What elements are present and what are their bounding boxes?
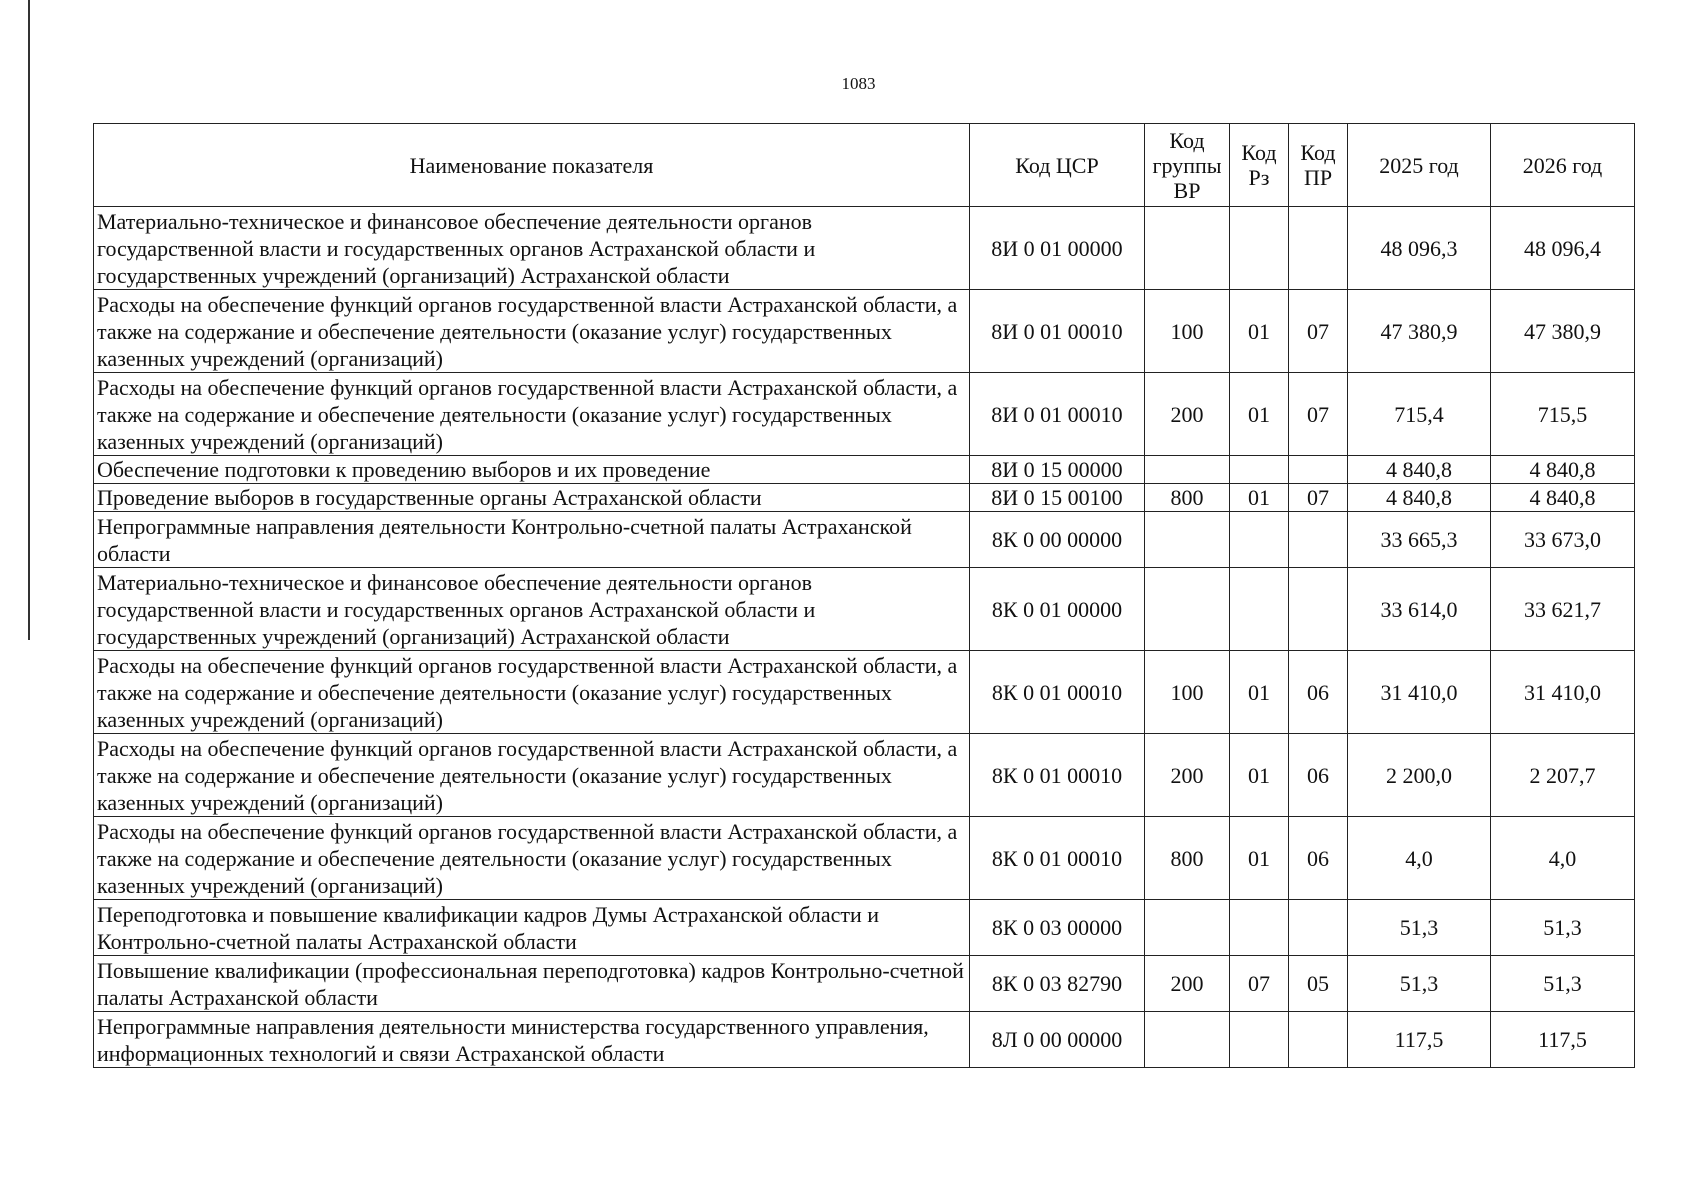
row-rz: 01 xyxy=(1230,817,1289,900)
table-row xyxy=(94,568,1635,651)
row-rz: 01 xyxy=(1230,734,1289,817)
header-pr: Код ПР xyxy=(1289,124,1348,207)
row-vr: 100 xyxy=(1145,651,1230,734)
row-pr: 07 xyxy=(1289,373,1348,456)
row-2026: 4 840,8 xyxy=(1491,484,1635,512)
header-vr: Код группы ВР xyxy=(1145,124,1230,207)
row-csr: 8К 0 01 00010 xyxy=(970,651,1145,734)
row-name: Расходы на обеспечение функций органов государственной власти Астраханской области, а также на содержание и обеспечение деятельности (оказание услуг) государственных казенных учреждений (организаций) xyxy=(94,651,970,734)
row-name: Непрограммные направления деятельности Контрольно-счетной палаты Астраханской области xyxy=(94,512,970,568)
row-2026: 33 673,0 xyxy=(1491,512,1635,568)
row-vr xyxy=(1145,568,1230,651)
row-csr: 8И 0 01 00010 xyxy=(970,290,1145,373)
row-vr xyxy=(1145,207,1230,290)
table-row xyxy=(94,207,1635,290)
row-rz: 01 xyxy=(1230,290,1289,373)
row-csr: 8И 0 01 00010 xyxy=(970,373,1145,456)
row-pr xyxy=(1289,568,1348,651)
row-2025: 4,0 xyxy=(1348,817,1491,900)
row-2025: 4 840,8 xyxy=(1348,484,1491,512)
row-2025: 2 200,0 xyxy=(1348,734,1491,817)
row-vr: 800 xyxy=(1145,817,1230,900)
row-pr xyxy=(1289,207,1348,290)
table-row xyxy=(94,651,1635,734)
row-name: Повышение квалификации (профессиональная переподготовка) кадров Контрольно-счетной палаты Астраханской области xyxy=(94,956,970,1012)
row-vr xyxy=(1145,900,1230,956)
row-vr xyxy=(1145,1012,1230,1068)
row-csr: 8К 0 01 00010 xyxy=(970,817,1145,900)
row-rz xyxy=(1230,512,1289,568)
table-row xyxy=(94,817,1635,900)
row-csr: 8К 0 00 00000 xyxy=(970,512,1145,568)
row-csr: 8К 0 01 00010 xyxy=(970,734,1145,817)
row-pr: 07 xyxy=(1289,290,1348,373)
row-2025: 33 665,3 xyxy=(1348,512,1491,568)
row-vr xyxy=(1145,512,1230,568)
row-2026: 4 840,8 xyxy=(1491,456,1635,484)
row-2026: 33 621,7 xyxy=(1491,568,1635,651)
table-row xyxy=(94,456,1635,484)
header-rz: Код Рз xyxy=(1230,124,1289,207)
row-rz xyxy=(1230,1012,1289,1068)
table-row xyxy=(94,290,1635,373)
row-rz xyxy=(1230,900,1289,956)
row-2025: 51,3 xyxy=(1348,900,1491,956)
row-rz xyxy=(1230,568,1289,651)
row-pr xyxy=(1289,900,1348,956)
table-row xyxy=(94,956,1635,1012)
row-pr: 05 xyxy=(1289,956,1348,1012)
row-pr xyxy=(1289,456,1348,484)
row-csr: 8И 0 01 00000 xyxy=(970,207,1145,290)
row-2026: 51,3 xyxy=(1491,956,1635,1012)
table-row xyxy=(94,512,1635,568)
row-name: Проведение выборов в государственные органы Астраханской области xyxy=(94,484,970,512)
row-vr: 200 xyxy=(1145,373,1230,456)
scan-edge-line xyxy=(28,0,30,640)
row-2025: 117,5 xyxy=(1348,1012,1491,1068)
row-2026: 48 096,4 xyxy=(1491,207,1635,290)
row-rz: 01 xyxy=(1230,651,1289,734)
row-name: Материально-техническое и финансовое обеспечение деятельности органов государственной власти и государственных органов Астраханской области и государственных учреждений (организаций) Астраханской области xyxy=(94,207,970,290)
row-csr: 8К 0 03 00000 xyxy=(970,900,1145,956)
table-row xyxy=(94,484,1635,512)
row-2025: 715,4 xyxy=(1348,373,1491,456)
row-2026: 31 410,0 xyxy=(1491,651,1635,734)
row-vr: 200 xyxy=(1145,956,1230,1012)
row-2025: 47 380,9 xyxy=(1348,290,1491,373)
row-vr xyxy=(1145,456,1230,484)
row-pr xyxy=(1289,512,1348,568)
row-rz: 01 xyxy=(1230,373,1289,456)
row-pr: 06 xyxy=(1289,651,1348,734)
row-name: Переподготовка и повышение квалификации кадров Думы Астраханской области и Контрольно-счетной палаты Астраханской области xyxy=(94,900,970,956)
row-pr: 06 xyxy=(1289,817,1348,900)
table-row xyxy=(94,734,1635,817)
table-row xyxy=(94,900,1635,956)
row-pr: 06 xyxy=(1289,734,1348,817)
page-number: 1083 xyxy=(841,74,876,93)
header-2025: 2025 год xyxy=(1348,124,1491,207)
row-rz: 01 xyxy=(1230,484,1289,512)
header-2026: 2026 год xyxy=(1491,124,1635,207)
table-header-row xyxy=(94,124,1635,207)
row-rz xyxy=(1230,207,1289,290)
row-2026: 117,5 xyxy=(1491,1012,1635,1068)
header-name: Наименование показателя xyxy=(94,124,970,207)
row-csr: 8И 0 15 00100 xyxy=(970,484,1145,512)
row-2025: 33 614,0 xyxy=(1348,568,1491,651)
row-2025: 48 096,3 xyxy=(1348,207,1491,290)
row-vr: 200 xyxy=(1145,734,1230,817)
row-csr: 8И 0 15 00000 xyxy=(970,456,1145,484)
row-rz: 07 xyxy=(1230,956,1289,1012)
header-csr: Код ЦСР xyxy=(970,124,1145,207)
table-row xyxy=(94,373,1635,456)
row-name: Обеспечение подготовки к проведению выборов и их проведение xyxy=(94,456,970,484)
row-name: Материально-техническое и финансовое обеспечение деятельности органов государственной власти и государственных органов Астраханской области и государственных учреждений (организаций) Астраханской области xyxy=(94,568,970,651)
row-2025: 31 410,0 xyxy=(1348,651,1491,734)
row-2026: 4,0 xyxy=(1491,817,1635,900)
row-2026: 715,5 xyxy=(1491,373,1635,456)
row-rz xyxy=(1230,456,1289,484)
row-pr: 07 xyxy=(1289,484,1348,512)
row-2025: 4 840,8 xyxy=(1348,456,1491,484)
row-vr: 100 xyxy=(1145,290,1230,373)
row-csr: 8Л 0 00 00000 xyxy=(970,1012,1145,1068)
row-name: Расходы на обеспечение функций органов государственной власти Астраханской области, а также на содержание и обеспечение деятельности (оказание услуг) государственных казенных учреждений (организаций) xyxy=(94,817,970,900)
row-2026: 47 380,9 xyxy=(1491,290,1635,373)
row-name: Расходы на обеспечение функций органов государственной власти Астраханской области, а также на содержание и обеспечение деятельности (оказание услуг) государственных казенных учреждений (организаций) xyxy=(94,373,970,456)
row-csr: 8К 0 03 82790 xyxy=(970,956,1145,1012)
row-name: Расходы на обеспечение функций органов государственной власти Астраханской области, а также на содержание и обеспечение деятельности (оказание услуг) государственных казенных учреждений (организаций) xyxy=(94,734,970,817)
row-2026: 2 207,7 xyxy=(1491,734,1635,817)
table-row xyxy=(94,1012,1635,1068)
row-2026: 51,3 xyxy=(1491,900,1635,956)
row-name: Расходы на обеспечение функций органов государственной власти Астраханской области, а также на содержание и обеспечение деятельности (оказание услуг) государственных казенных учреждений (организаций) xyxy=(94,290,970,373)
row-pr xyxy=(1289,1012,1348,1068)
row-name: Непрограммные направления деятельности министерства государственного управления, информационных технологий и связи Астраханской области xyxy=(94,1012,970,1068)
row-vr: 800 xyxy=(1145,484,1230,512)
row-csr: 8К 0 01 00000 xyxy=(970,568,1145,651)
row-2025: 51,3 xyxy=(1348,956,1491,1012)
budget-table xyxy=(93,123,1635,1068)
